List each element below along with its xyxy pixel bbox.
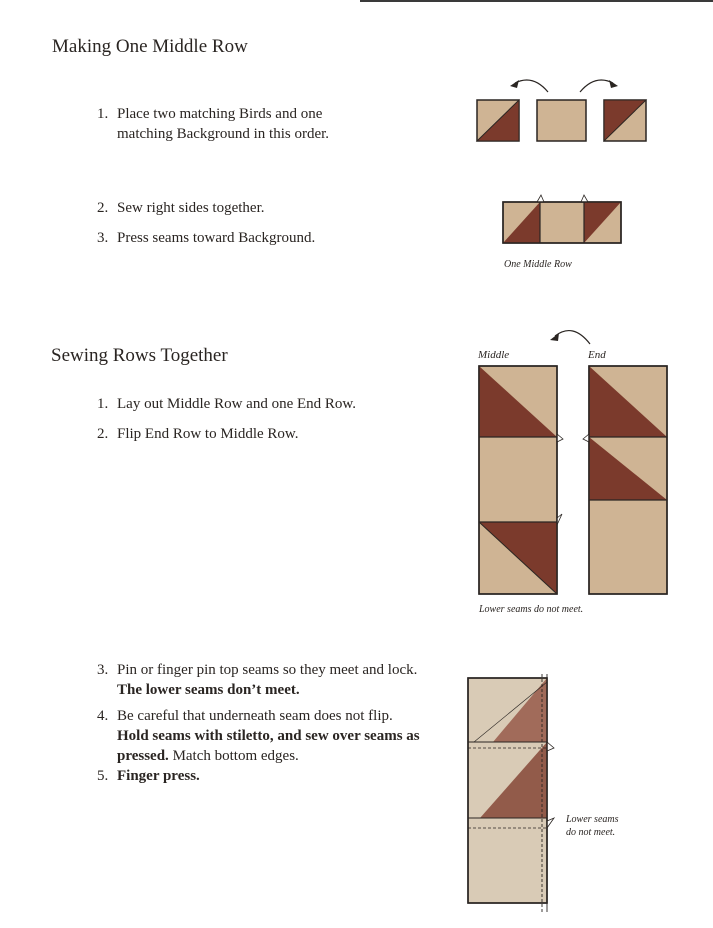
step-2-sew <box>97 198 265 218</box>
caption-one-middle-row: One Middle Row <box>504 259 572 270</box>
caption-lower-seams-2a: Lower seams <box>566 814 619 825</box>
label-end: End <box>588 349 606 361</box>
step-1-place-pieces <box>97 104 330 144</box>
step-text-bold: pressed. <box>117 748 169 764</box>
step-number: 1. <box>97 106 109 122</box>
figure-one-middle-row <box>500 192 626 248</box>
step-text-rest: Match bottom edges. <box>168 748 299 764</box>
arrow-flip-icon <box>550 331 590 344</box>
figure-rows-side-by-side <box>470 322 680 602</box>
step-text-line: Pin or finger pin top seams so they meet and lock. <box>117 662 418 678</box>
arrow-flip-left-icon <box>510 80 548 92</box>
step-number: 5. <box>97 768 109 784</box>
step-3-pin <box>97 660 418 700</box>
step-text-line: Be careful that underneath seam does not flip. <box>117 708 393 724</box>
step-text: Flip End Row to Middle Row. <box>117 426 299 442</box>
step-number: 2. <box>97 200 109 216</box>
step-text: Sew right sides together. <box>117 200 265 216</box>
step-number: 1. <box>97 396 109 412</box>
end-row-column <box>583 366 667 594</box>
background-block <box>537 100 586 141</box>
step-text-line <box>117 746 420 766</box>
step-text-bold: Hold seams with stiletto, and sew over seams as <box>117 728 420 744</box>
middle-row-column <box>479 366 563 594</box>
step-1-lay-out <box>97 394 356 414</box>
section-title-sewing-rows: Sewing Rows Together <box>51 345 228 366</box>
caption-lower-seams: Lower seams do not meet. <box>479 604 584 615</box>
step-3-press <box>97 228 316 248</box>
step-number: 4. <box>97 708 109 724</box>
step-number: 3. <box>97 662 109 678</box>
step-text-bold: Finger press. <box>117 768 200 784</box>
section-title-making-middle-row: Making One Middle Row <box>52 36 248 57</box>
bird-block-right <box>604 100 646 141</box>
step-text: Press seams toward Background. <box>117 230 316 246</box>
step-text-line: matching Background in this order. <box>117 126 330 142</box>
caption-lower-seams-2b: do not meet. <box>566 827 616 838</box>
step-4-careful <box>97 706 420 766</box>
step-5-finger-press <box>97 766 200 786</box>
step-number: 2. <box>97 426 109 442</box>
figure-pieces-order <box>470 70 670 150</box>
bird-block-left <box>477 100 519 141</box>
step-text-bold: The lower seams don’t meet. <box>117 682 300 698</box>
arrow-flip-right-icon <box>580 80 618 92</box>
label-middle: Middle <box>478 349 510 361</box>
step-text-line: Place two matching Birds and one <box>117 106 323 122</box>
figure-rows-pinned <box>460 670 570 915</box>
top-rule <box>360 0 713 2</box>
step-2-flip <box>97 424 299 444</box>
step-text: Lay out Middle Row and one End Row. <box>117 396 356 412</box>
step-number: 3. <box>97 230 109 246</box>
